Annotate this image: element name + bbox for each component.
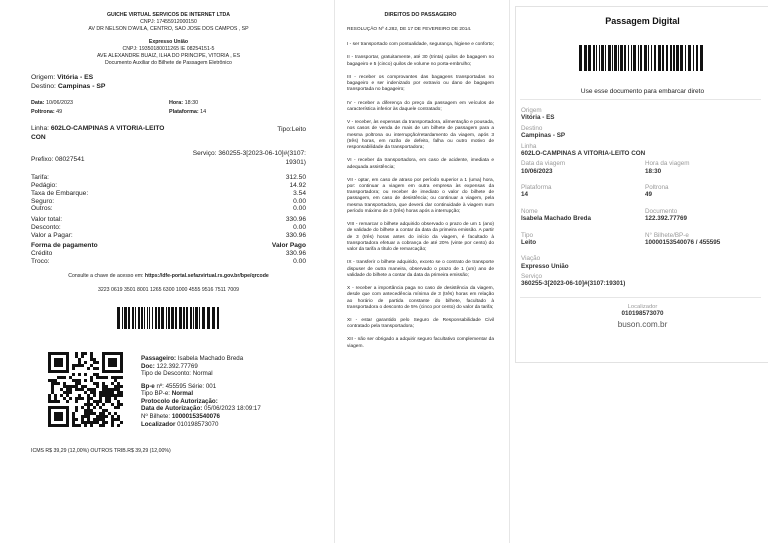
qr-module: [117, 406, 120, 409]
barcode-bar: [618, 45, 619, 71]
ticket-number: 10000153540076: [171, 413, 220, 421]
document-field: [645, 208, 768, 223]
fare-label: Taxa de Embarque:: [31, 189, 89, 197]
carrier-cnpj: CNPJ: 19350180011265 IE 08254151-5: [122, 46, 215, 52]
total-value: 330.96: [285, 232, 306, 240]
origin-value: Vitória - ES: [57, 74, 94, 82]
rights-item: I - ser transportado com pontualidade, segurança, higiene e conforto;: [347, 42, 494, 48]
barcode-bar: [171, 307, 174, 329]
passenger-name-line: [141, 355, 261, 363]
ticket-field-label: N° Bilhete/BP-e: [645, 231, 689, 239]
digital-ticket-panel: [515, 0, 765, 543]
rights-item: IX - transferir o bilhete adquirido, exceto se o contrato de transporte dispuser de outra maneira, observado o prazo de 1 (um) ano de validade do bilhete a contar da data da primeira emissão;: [347, 260, 494, 278]
fare-label: Outros:: [31, 205, 53, 213]
qr-module: [75, 418, 78, 421]
qr-module: [81, 355, 84, 358]
platform-field-label: Plataforma: [521, 184, 552, 192]
vehicle-prefix: Prefixo: 08027541: [31, 156, 85, 164]
barcode-bar: [654, 45, 656, 71]
rights-list: [347, 42, 494, 350]
qr-module: [114, 364, 117, 367]
qr-module: [60, 418, 63, 421]
barcode-bar: [179, 307, 182, 329]
bpe-qr-code: [48, 352, 123, 427]
destination-label: Destino:: [31, 83, 58, 91]
ticket-field: [645, 232, 768, 247]
qr-module: [72, 367, 75, 370]
barcode-bar: [124, 307, 127, 329]
barcode-bar: [202, 307, 205, 329]
qr-module: [120, 376, 123, 379]
company-address: AV DR NELSON D'AVILA, CENTRO, SAO JOSE DOS CAMPOS , SP: [88, 25, 249, 32]
seat-label: Poltrona:: [31, 108, 55, 115]
dabpe-document: [0, 0, 330, 543]
document-field-value: 122.392.77769: [645, 215, 688, 223]
barcode-bar: [662, 45, 664, 71]
qr-module: [66, 370, 69, 373]
service-field: [521, 273, 768, 288]
qr-module: [84, 373, 87, 376]
column-divider: [334, 0, 335, 543]
access-key-barcode: [117, 307, 221, 329]
fare-row: [31, 198, 306, 206]
qr-module: [69, 391, 72, 394]
name-field-label: Nome: [521, 207, 538, 215]
qr-module: [111, 424, 114, 427]
payment-value: 330.96: [285, 250, 306, 258]
route-line: [31, 125, 171, 142]
fare-breakdown: [31, 174, 306, 214]
qr-module: [66, 400, 69, 403]
barcode-bar: [158, 307, 160, 329]
total-row: [31, 216, 306, 224]
barcode-bar: [212, 307, 215, 329]
bpe-label: Bp-e: [141, 382, 155, 390]
destination-line: [31, 83, 306, 92]
trip-seat: [31, 108, 169, 117]
barcode-bar: [620, 45, 623, 71]
qr-module: [96, 361, 99, 364]
bpe-number-line: [141, 383, 261, 391]
total-row: [31, 224, 306, 232]
rights-item: VI - receber da transportadora, em caso de acidente, imediata e adequada assistência;: [347, 158, 494, 170]
passenger-name-label: Passageiro:: [141, 355, 177, 363]
time-value: 18:30: [184, 99, 199, 106]
trip-date: [31, 99, 169, 108]
qr-module: [90, 424, 93, 427]
platform-field: [521, 184, 645, 199]
passenger-doc-label: Doc:: [141, 362, 155, 370]
column-divider: [509, 0, 510, 543]
barcode-bar: [588, 45, 591, 71]
auth-date-line: [141, 405, 261, 413]
barcode-bar: [631, 45, 632, 71]
barcode-bar: [688, 45, 691, 71]
qr-module: [75, 409, 78, 412]
passenger-doc-line: [141, 363, 261, 371]
bpe-type: Normal: [171, 390, 194, 398]
issuer-header: [31, 12, 306, 66]
barcode-bar: [135, 307, 136, 329]
barcode-bar: [207, 307, 210, 329]
barcode-bar: [693, 45, 694, 71]
total-label: Desconto:: [31, 224, 61, 232]
ticket-field-value: 10000153540076 / 455595: [645, 238, 721, 246]
fare-row: [31, 174, 306, 182]
boarding-caption: Use esse documento para embarcar direto: [580, 88, 705, 95]
barcode-bar: [186, 307, 188, 329]
barcode-bar: [152, 307, 153, 329]
barcode-bar: [599, 45, 600, 71]
date-value: 10/06/2023: [45, 99, 73, 106]
barcode-bar: [596, 45, 597, 71]
qr-module: [69, 397, 72, 400]
consult-line: [31, 273, 306, 280]
rights-item: X - receber a importância paga no caso de desistência da viagem, desde que com antecedência mínima de 3 (três) horas em relação ao horário de partida constante do bilhete, facultado à transportadora o desconto de 5% (cinco por cento) do valor da tarifa;: [347, 286, 494, 310]
locator-label: Localizador: [141, 420, 176, 428]
barcode-bar: [149, 307, 150, 329]
barcode-bar: [648, 45, 649, 71]
protocol-label: Protocolo de Autorização:: [141, 397, 218, 405]
barcode-bar: [190, 307, 192, 329]
carrier-field: [521, 255, 768, 270]
barcode-bar: [670, 45, 672, 71]
rights-item: IV - receber a diferença do preço da passagem em veículos de característica inferior às daquele contratado;: [347, 100, 494, 112]
barcode-bar: [614, 45, 617, 71]
qr-module: [120, 385, 123, 388]
destination-field-value: Campinas - SP: [521, 132, 566, 140]
rights-item: III - receber os comprovantes das bagagens transportadas no bagageiro e ser indenizado por extravio ou dano de bagagem transportada no bagageiro;: [347, 74, 494, 93]
rights-item: XII - não ser obrigado a adquirir seguro facultativo complementar da viagem.: [347, 337, 494, 349]
time-field-value: 18:30: [645, 167, 662, 175]
platform-label: Plataforma:: [169, 108, 199, 115]
type-field-label: Tipo: [521, 231, 534, 239]
seat-field: [645, 184, 768, 199]
name-field-value: Isabela Machado Breda: [521, 215, 591, 223]
qr-module: [81, 364, 84, 367]
destination-value: Campinas - SP: [57, 83, 106, 91]
total-row: [31, 232, 306, 240]
barcode-bar: [122, 307, 123, 329]
service-code: Serviço: 360255-3[2023-06-10]#(3107: 19301): [192, 150, 306, 166]
locator-field-value: 010198573070: [621, 310, 664, 318]
barcode-bar: [601, 45, 604, 71]
qr-module: [66, 424, 69, 427]
locator-line: [141, 421, 261, 429]
payment-row: [31, 250, 306, 258]
payment-row: [31, 258, 306, 266]
date-field: [521, 160, 645, 175]
fare-value: 0.00: [293, 197, 306, 205]
seat-field-label: Poltrona: [645, 184, 669, 192]
date-field-value: 10/06/2023: [521, 167, 553, 175]
consult-prefix: Consulte a chave de acesso em:: [68, 273, 145, 280]
fare-label: Seguro:: [31, 197, 55, 205]
seat-value: 49: [56, 108, 63, 115]
payment-value: 0.00: [293, 258, 306, 266]
auth-date: 05/06/2023 18:09:17: [202, 405, 261, 413]
type-field: [521, 232, 645, 247]
barcode-bar: [579, 45, 582, 71]
barcode-bar: [138, 307, 140, 329]
site-footer: buson.com.br: [617, 320, 668, 330]
digital-ticket-card: [515, 6, 768, 363]
barcode-bar: [128, 307, 130, 329]
rights-item: II - transportar, gratuitamente, até 30 (trinta) quilos de bagagem no bagageiro e 5 (cinco) quilos de volume no porta-embrulho;: [347, 55, 494, 67]
total-value: 330.96: [285, 216, 306, 224]
barcode-bar: [147, 307, 148, 329]
seat-field-value: 49: [645, 191, 653, 199]
access-key: 3223 0619 3501 8001 1265 6300 1000 4555 9516 7511 7009: [98, 286, 239, 293]
qr-module: [120, 394, 123, 397]
barcode-bar: [640, 45, 642, 71]
qr-module: [120, 403, 123, 406]
payment-label: Crédito: [31, 250, 53, 258]
barcode-bar: [658, 45, 661, 71]
line-field-label: Linha: [521, 142, 537, 150]
fare-row: [31, 205, 306, 213]
qr-module: [84, 424, 87, 427]
qr-module: [63, 376, 66, 379]
line-field-value: 602LO-CAMPINAS A VITORIA-LEITO CON: [521, 149, 646, 157]
qr-module: [57, 400, 60, 403]
seat-type: Tipo:Leito: [277, 125, 306, 133]
fare-label: Pedágio:: [31, 181, 58, 189]
qr-module: [60, 364, 63, 367]
locator-value: 010198573070: [175, 420, 219, 428]
discount-type: Tipo de Desconto: Normal: [141, 370, 213, 378]
service-field-value: 360255-3[2023-06-10]#(3107:19301): [521, 280, 626, 288]
qr-module: [72, 373, 75, 376]
tax-info: ICMS R$ 39,29 (12,00%) OUTROS TRIB.R$ 39,29 (12,00%): [31, 448, 171, 455]
rights-resolution: RESOLUÇÃO Nº 4.282, DE 17 DE FEVEREIRO DE 2014.: [347, 27, 472, 33]
trip-platform: [169, 108, 206, 117]
qr-module: [84, 379, 87, 382]
qr-module: [93, 394, 96, 397]
barcode-bar: [680, 45, 683, 71]
rights-item: V - receber, às expensas da transportadora, alimentação e pousada, nos casos de venda de mais de um bilhete de passagem para a mesma poltrona ou interrupção/retardamento da viagem, após 3 (três) horas, em razão de defeito, falha ou outro motivo de responsabilidade da transportadora;: [347, 120, 494, 151]
fare-row: [31, 182, 306, 190]
qr-module: [93, 406, 96, 409]
bpe-type-line: [141, 390, 261, 398]
barcode-bar: [651, 45, 652, 71]
document-field-label: Documento: [645, 207, 678, 215]
barcode-bar: [673, 45, 675, 71]
carrier-name: Expresso União: [148, 39, 189, 46]
qr-module: [96, 367, 99, 370]
digital-ticket-title: Passagem Digital: [605, 16, 680, 26]
total-value: 0.00: [293, 224, 306, 232]
company-cnpj: CNPJ: 17455912000150: [140, 18, 197, 25]
platform-field-value: 14: [521, 191, 529, 199]
qr-module: [81, 397, 84, 400]
fare-label: Tarifa:: [31, 173, 49, 181]
passenger-info: [141, 355, 261, 428]
qr-module: [117, 424, 120, 427]
origin-field-value: Vitória - ES: [521, 114, 555, 122]
barcode-bar: [199, 307, 200, 329]
qr-module: [75, 400, 78, 403]
barcode-bar: [612, 45, 613, 71]
passenger-name: Isabela Machado Breda: [176, 355, 244, 363]
origin-line: [31, 74, 306, 83]
rights-title: DIREITOS DO PASSAGEIRO: [384, 12, 457, 18]
time-field-label: Hora da viagem: [645, 160, 690, 168]
barcode-bar: [155, 307, 157, 329]
barcode-bar: [644, 45, 647, 71]
barcode-bar: [685, 45, 686, 71]
payment-label: Troco:: [31, 258, 50, 266]
barcode-bar: [628, 45, 629, 71]
carrier-field-value: Expresso União: [521, 262, 569, 270]
auth-date-label: Data de Autorização:: [141, 405, 203, 413]
barcode-bar: [605, 45, 606, 71]
barcode-bar: [168, 307, 170, 329]
barcode-bar: [608, 45, 611, 71]
barcode-bar: [624, 45, 626, 71]
rights-item: VIII - remarcar o bilhete adquirido observado o prazo de um 1 (ano) de validade do bilhete a contar da data da primeira emissão. A partir de 3 (três) horas antes do início da viagem, é facultado à transportadora efetuar a cobrança de até 20% (vinte por cento) do valor da tarifa a título de remarcação;: [347, 222, 494, 253]
barcode-bar: [638, 45, 639, 71]
payment-lines: [31, 250, 306, 266]
barcode-bar: [195, 307, 198, 329]
payment-value-label: Valor Pago: [271, 242, 306, 250]
qr-module: [96, 385, 99, 388]
qr-module: [78, 373, 81, 376]
qr-module: [102, 403, 105, 406]
rights-item: XI - estar garantido pelo Seguro de Responsabilidade Civil contratado pela transportadora;: [347, 317, 494, 330]
barcode-bar: [633, 45, 636, 71]
time-label: Hora:: [169, 99, 184, 106]
barcode-bar: [584, 45, 587, 71]
barcode-bar: [117, 307, 120, 329]
trip-time: [169, 99, 198, 108]
company-name: GUICHE VIRTUAL SERVICOS DE INTERNET LTDA: [106, 12, 231, 18]
barcode-bar: [175, 307, 177, 329]
qr-module: [102, 424, 105, 427]
date-label: Data:: [31, 99, 45, 106]
barcode-bar: [676, 45, 679, 71]
locator-field-label: Localizador: [627, 304, 658, 311]
origin-label: Origem:: [31, 74, 58, 82]
locator-block: [516, 304, 768, 329]
passenger-doc: 122.392.77769: [154, 362, 198, 370]
service-field-label: Serviço: [521, 273, 542, 281]
barcode-bar: [132, 307, 134, 329]
qr-module: [78, 424, 81, 427]
qr-module: [120, 421, 123, 424]
barcode-bar: [666, 45, 668, 71]
boarding-barcode: [579, 45, 707, 71]
barcode-bar: [700, 45, 703, 71]
name-field: [521, 208, 645, 223]
destination-field-label: Destino: [521, 124, 543, 132]
qr-module: [105, 376, 108, 379]
carrier-address: AVE ALEXANDRE BUAIZ, ILHA DO PRINCIPE, VITORIA , ES: [96, 52, 241, 59]
barcode-bar: [141, 307, 143, 329]
rights-item: VII - optar, em caso de atraso por período superior a 1 (uma) hora, por: continuar a viagem em outra empresa às expensas da transportadora; ou receber de imediato o valor do bilhete de passagem, em caso de desistência; ou continuar a viagem, pela mesma transportadora, que deverá dar continuidade à viagem num período máximo de 3 (três) horas após a interrupção;: [347, 177, 494, 214]
barcode-bar: [217, 307, 219, 329]
consult-url: https://dfe-portal.sefazvirtual.rs.gov.br/bpe/qrcode: [144, 273, 269, 280]
barcode-bar: [193, 307, 194, 329]
qr-module: [57, 382, 60, 385]
qr-module: [105, 421, 108, 424]
fare-value: 0.00: [293, 205, 306, 213]
time-field: [645, 160, 768, 175]
document-type: Documento Auxiliar do Bilhete de Passagem Eletrônico: [105, 59, 232, 66]
qr-module: [84, 361, 87, 364]
type-field-value: Leito: [521, 238, 537, 246]
fare-totals: [31, 216, 306, 240]
total-label: Valor total:: [31, 216, 63, 224]
barcode-bar: [183, 307, 185, 329]
origin-field-label: Origem: [521, 107, 542, 114]
barcode-bar: [161, 307, 164, 329]
fare-row: [31, 190, 306, 198]
platform-value: 14: [200, 108, 207, 115]
line-field: [521, 143, 768, 158]
carrier-field-label: Viação: [521, 255, 541, 263]
destination-field: [521, 125, 768, 140]
payment-method-label: Forma de pagamento: [31, 242, 98, 250]
qr-module: [87, 367, 90, 370]
qr-module: [84, 352, 87, 355]
qr-module: [105, 415, 108, 418]
ticket-label: Nº Bilhete:: [141, 413, 172, 421]
origin-field: [521, 107, 768, 122]
total-label: Valor a Pagar:: [31, 232, 73, 240]
qr-module: [120, 370, 123, 373]
barcode-bar: [166, 307, 167, 329]
bpe-number: nº: 455595 Série: 001: [154, 382, 217, 390]
barcode-bar: [144, 307, 145, 329]
passenger-rights: [336, 0, 506, 543]
fare-value: 3.54: [293, 189, 306, 197]
line-label: Linha:: [31, 125, 51, 133]
line-value: 602LO-CAMPINAS A VITORIA-LEITO CON: [31, 125, 165, 141]
ticket-number-line: [141, 413, 261, 421]
barcode-bar: [696, 45, 698, 71]
fare-value: 14.92: [289, 181, 306, 189]
fare-value: 312.50: [285, 173, 306, 181]
barcode-bar: [593, 45, 595, 71]
bpe-type-label: Tipo BP-e:: [141, 390, 172, 398]
date-field-label: Data da viagem: [521, 160, 566, 168]
